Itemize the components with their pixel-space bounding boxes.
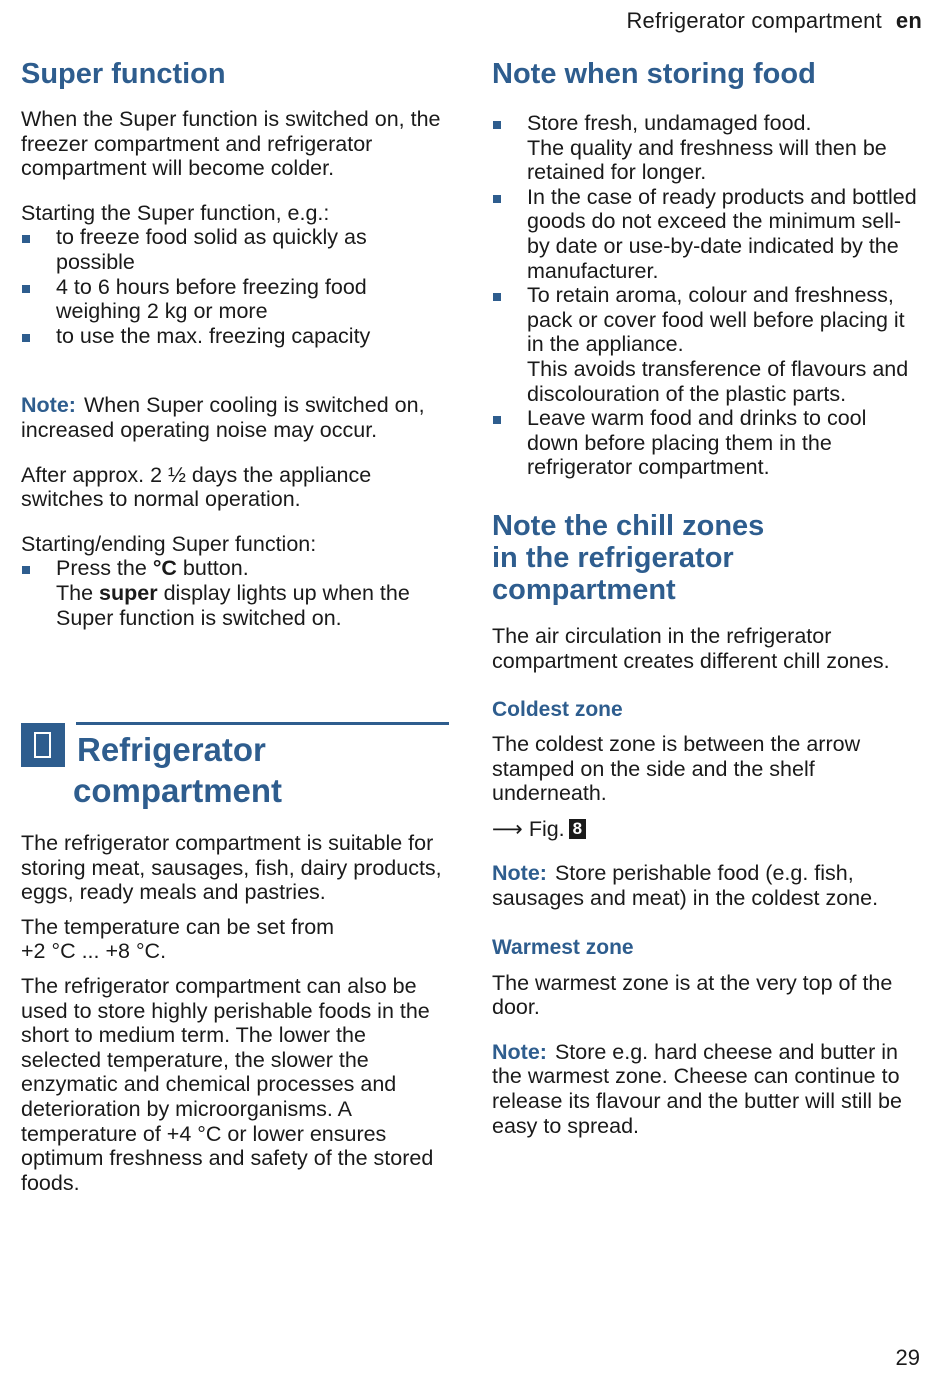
super-function-heading: Super function	[21, 58, 226, 90]
item-text: Leave warm food and drinks to cool down before placing them in the refrigerator compartment.	[527, 406, 867, 480]
coldest-zone-text: The coldest zone is between the arrow stamped on the side and the shelf underneath.	[492, 732, 861, 806]
display-post-text: display lights up when the Super function is switched on.	[56, 580, 410, 630]
warmest-zone-heading: Warmest zone	[492, 935, 634, 959]
chill-title-line1: Note the chill zones	[492, 509, 765, 542]
temp-line2: +2 °C ... +8 °C.	[21, 939, 167, 964]
language-code: en	[895, 8, 922, 33]
note-label: Note:	[21, 393, 76, 418]
warmest-note	[492, 1040, 922, 1138]
item-extra: The quality and freshness will then be retained for longer.	[527, 135, 887, 185]
coldest-note	[492, 861, 922, 910]
list-item	[21, 556, 449, 630]
arrow-right-icon: ⟶	[492, 816, 523, 841]
note-text: Store perishable food (e.g. fish, sausages and meat) in the coldest zone.	[492, 861, 879, 911]
figure-reference	[492, 817, 922, 842]
left-column	[21, 58, 449, 1195]
right-column	[492, 58, 922, 1138]
running-header	[626, 8, 922, 34]
list-item: to use the max. freezing capacity	[21, 324, 449, 349]
note-text: Store e.g. hard cheese and butter in the warmest zone. Cheese can continue to release its flavour and the butter will still be easy to spread.	[492, 1039, 902, 1138]
list-item	[492, 283, 922, 406]
chapter-title-line1: Refrigerator	[77, 731, 266, 769]
press-pre-text: Press the	[56, 556, 147, 581]
list-item	[492, 185, 922, 283]
list-item: to freeze food solid as quickly as possible	[21, 225, 449, 274]
press-post-text: button.	[182, 556, 249, 581]
chapter-title-line2: compartment	[73, 772, 283, 810]
celsius-key-label: °C	[152, 556, 177, 581]
chapter-title	[21, 722, 449, 811]
coldest-zone-heading: Coldest zone	[492, 698, 623, 722]
fridge-door-icon	[21, 723, 65, 767]
chapter-rule	[76, 722, 449, 725]
fridge-temperature-text	[21, 915, 449, 964]
display-pre-text: The	[56, 580, 94, 605]
storing-food-list	[492, 111, 922, 480]
note-text: When Super cooling is switched on, increased operating noise may occur.	[21, 393, 425, 442]
item-text: Store fresh, undamaged food.	[527, 111, 812, 135]
figure-number-badge: 8	[569, 819, 586, 839]
list-item	[492, 406, 922, 480]
note-label: Note:	[492, 861, 547, 886]
list-item: 4 to 6 hours before freezing food weighing 2 kg or more	[21, 275, 449, 324]
page-number: 29	[895, 1345, 920, 1370]
chill-zones-heading	[492, 510, 922, 606]
super-steps-list	[21, 556, 449, 630]
fridge-para3: The refrigerator compartment can also be used to store highly perishable foods in the short to medium term. The lower the selected temperature, the slower the enzymatic and chemical processes and deterioration by microorganisms. A temperature of +4 °C or lower ensures optimum freshness and safety of the stored foods.	[21, 974, 434, 1195]
super-display-word: super	[99, 580, 158, 605]
chill-title-line3: compartment	[492, 573, 676, 606]
super-ending-label: Starting/ending Super function:	[21, 531, 317, 556]
temp-line1: The temperature can be set from	[21, 914, 335, 939]
fig-label: Fig.	[528, 816, 565, 841]
super-after-text: After approx. 2 ½ days the appliance switches to normal operation.	[21, 462, 372, 512]
chill-intro-text: The air circulation in the refrigerator compartment creates different chill zones.	[492, 623, 890, 673]
warmest-zone-text: The warmest zone is at the very top of the door.	[492, 970, 893, 1020]
storing-food-heading: Note when storing food	[492, 58, 816, 90]
note-label: Note:	[492, 1039, 547, 1064]
fridge-para1: The refrigerator compartment is suitable for storing meat, sausages, fish, dairy products, eggs, ready meals and pastries.	[21, 831, 442, 905]
super-intro-text: When the Super function is switched on, the freezer compartment and refrigerator compartment will become colder.	[21, 107, 441, 181]
refrigerator-chapter-heading	[21, 722, 449, 811]
item-text: In the case of ready products and bottled goods do not exceed the minimum sell-by date or use-by-date indicated by the manufacturer.	[527, 184, 917, 283]
super-starting-label: Starting the Super function, e.g.:	[21, 200, 330, 225]
item-extra: This avoids transference of flavours and discolouration of the plastic parts.	[527, 356, 909, 406]
item-text: To retain aroma, colour and freshness, pack or cover food well before placing it in the appliance.	[527, 283, 905, 357]
list-item	[492, 111, 922, 185]
running-header-section: Refrigerator compartment	[626, 8, 882, 33]
chill-title-line2: in the refrigerator	[492, 541, 734, 574]
super-note	[21, 393, 449, 442]
super-uses-list	[21, 225, 449, 348]
